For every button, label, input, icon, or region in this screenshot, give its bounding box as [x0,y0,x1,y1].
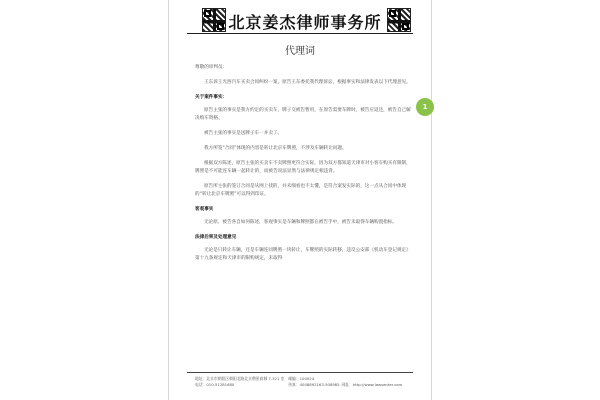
page-number-badge[interactable]: 1 [416,98,434,116]
footer-line-2 [195,382,411,388]
footer-fax: 传真：4008892163-508985 [288,382,340,387]
paragraph: 无论是只转让车辆，还是车辆连同牌照一块转让，车牌照的实际转移，违反公安部《机动车登记规定》第十九条规定和天津市的限购规定，未取得 [195,248,411,261]
qr-code-icon [202,8,226,32]
footer-zip: 邮编：100024 [288,376,315,381]
section-heading: 客观事实 [195,207,214,212]
paragraph: 被告主张的事实是送牌子车一并卖了。 [204,131,283,136]
paragraph: 原告所主张的签订合同是从网上找的，并未细看也不太懂，是符合案发实际的，这一点从合同中体现的“转让北京车牌照”可以得到印证。 [195,184,407,197]
document-title: 代理词 [285,46,315,57]
firm-name: 北京姜杰律师事务所 [228,13,382,32]
paragraph: 原告主张的事实是我方约定的买卖车，牌子交被告暂用，在原告需要车牌时，被告应返还，被告自己解决购车资格。 [195,108,411,121]
paragraph: 根据双方陈述，原告主张的买卖车不卖牌照更符合实际，因为双方都知道天津市对小客车购买有限制，牌照是不可能连车辆一起转让的，而被告说法显然与法律规定相违背。 [195,161,411,174]
footer-divider [187,372,413,373]
footer-website: 网址：http://www.lawsenter.com [341,382,403,387]
document-page [168,0,432,400]
section-heading: 法律后果及处理意见 [195,235,237,240]
footer-address: 地址：北京市朝阳区朝阳北路北京僧景商城 7-321 室 [195,376,285,381]
paragraph: 尊敬的审判员： [195,65,228,70]
document-body [195,64,415,270]
paragraph: 王东诉王光西汽车买卖合同纠纷一案，原告王东委托我代理诉讼，根据事实和法律发表以下代理意见。 [204,80,411,85]
paragraph: 无论原、被告各自如何陈述，客观事实是车辆和牌照都在被告手中，被告未取得车辆购置指标。 [204,220,397,225]
footer-phone: 电话：010-51281680 [195,382,235,387]
section-heading: 关于案件事实： [195,95,228,100]
qr-code-icon [387,8,411,32]
paragraph: 我方所签“合同”体现的内容是转让北京车牌照，不涉及车辆转让问题。 [204,146,347,151]
header-divider [187,33,413,34]
